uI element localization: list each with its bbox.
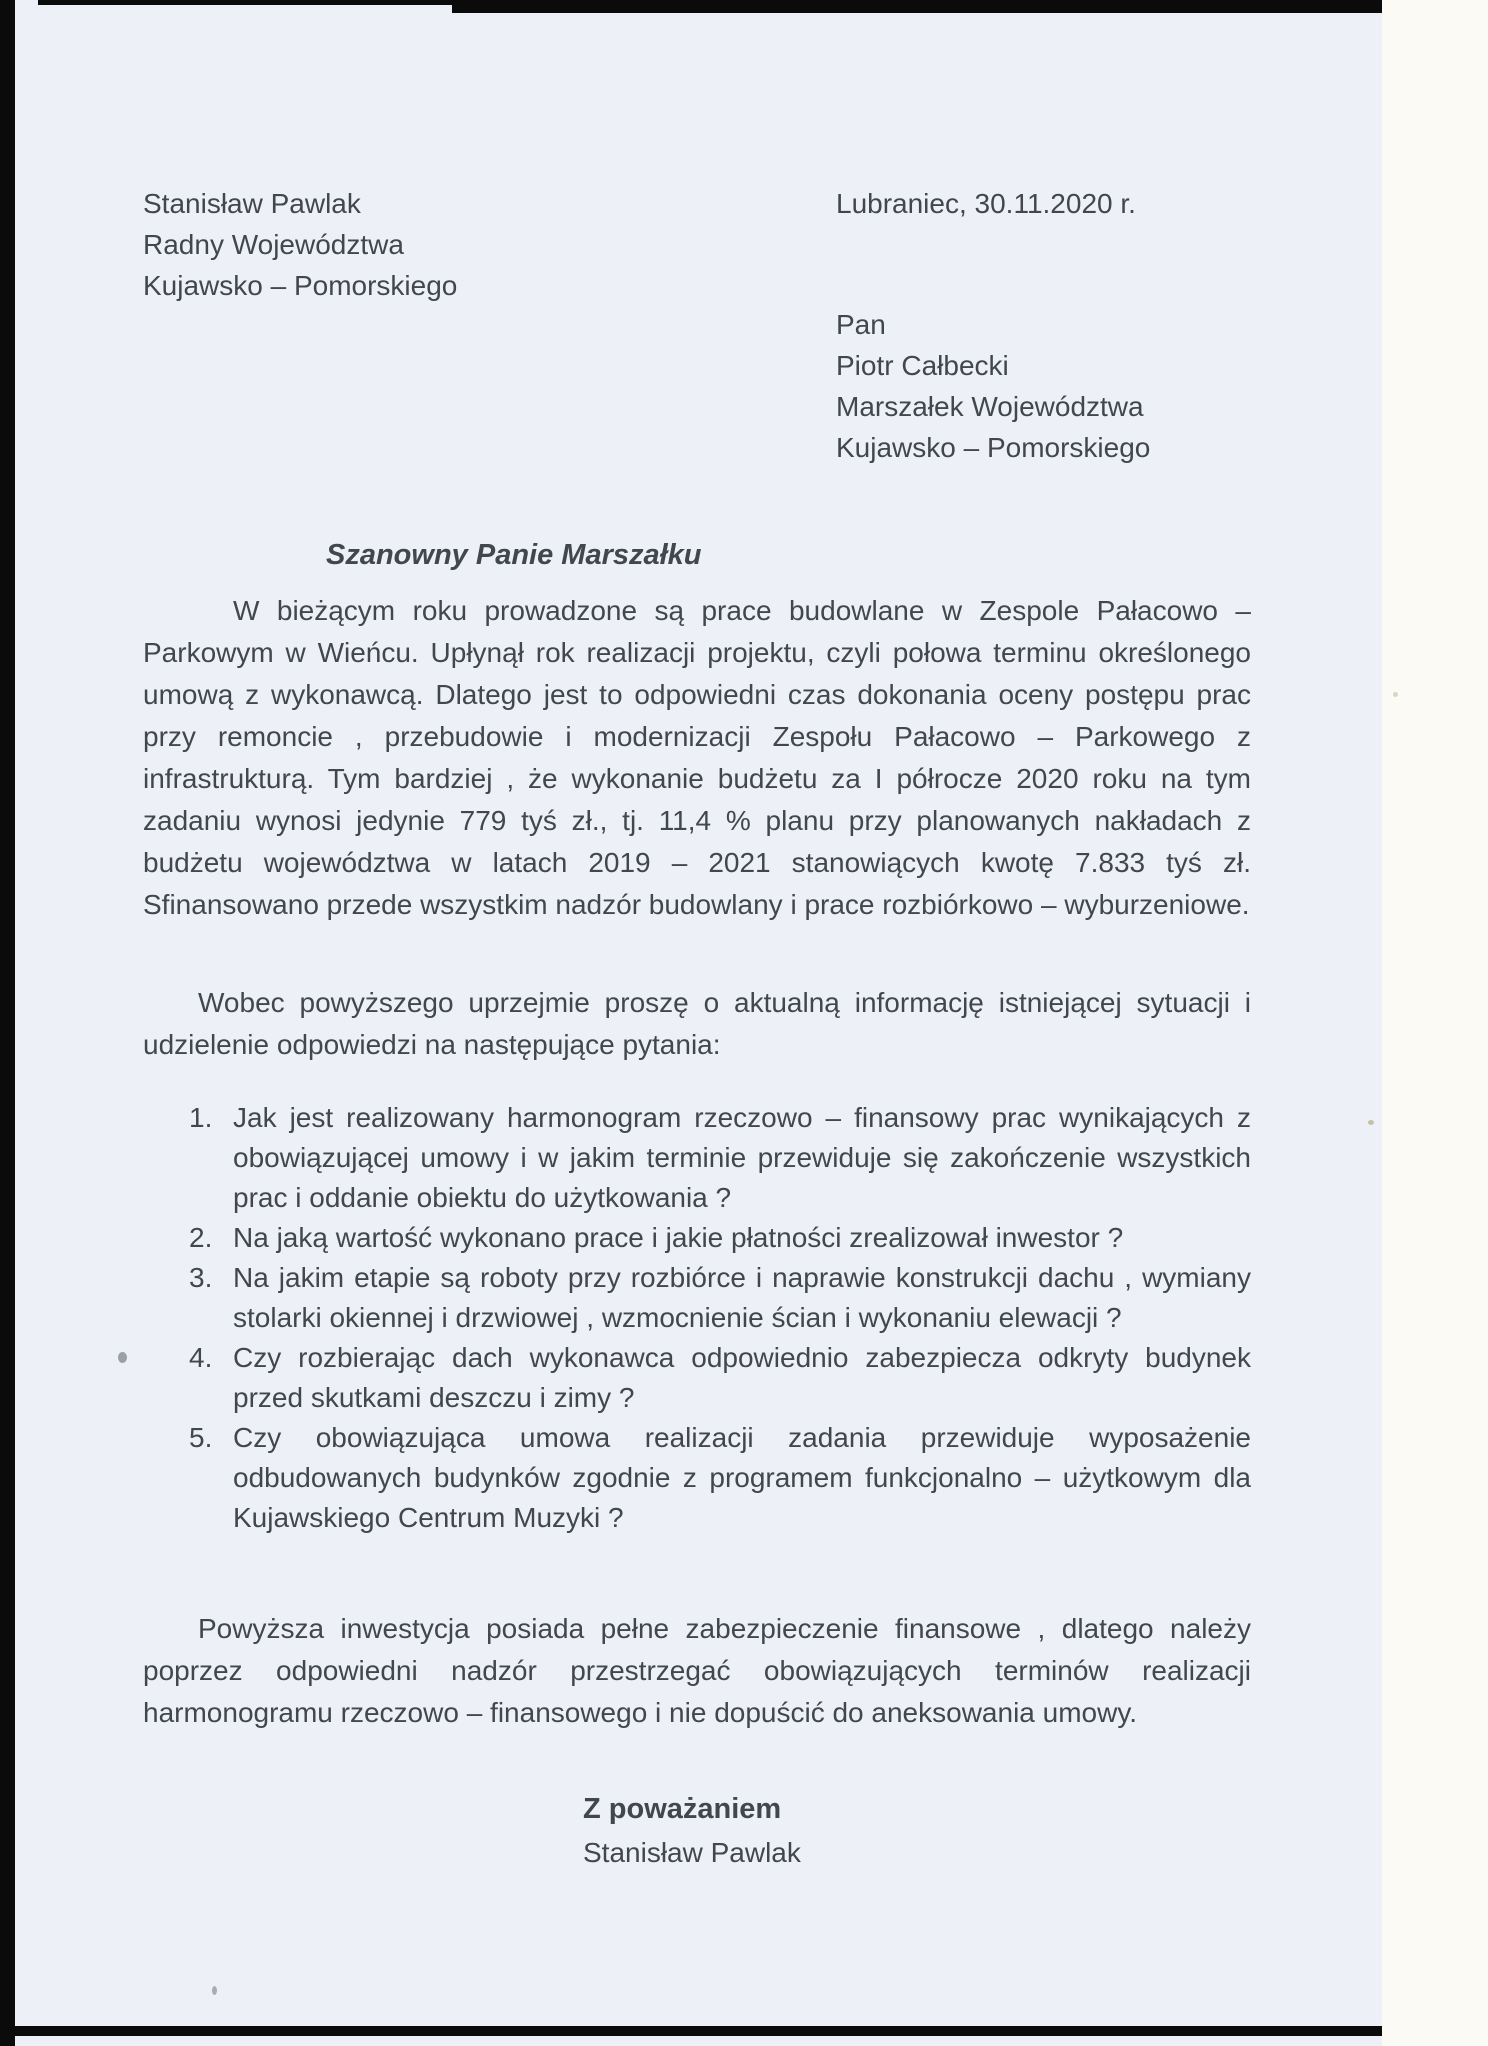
sender-block — [143, 183, 457, 306]
salutation: Szanowny Panie Marszałku — [326, 539, 702, 571]
sender-region: Kujawsko – Pomorskiego — [143, 270, 458, 301]
recipient-name: Piotr Całbecki — [836, 350, 1009, 381]
question-item — [143, 1258, 1251, 1338]
intro-paragraph: W bieżącym roku prowadzone są prace budowlane w Zespole Pałacowo – Parkowym w Wieńcu. Upłynął rok realizacji projektu, czyli połowa terminu określonego umową z wykonawcą. Dlatego jest to odpowiedni czas dokonania oceny postępu prac przy remoncie , przebudowie i modernizacji Zespołu Pałacowo – Parkowego z infrastrukturą. Tym bardziej , że wykonanie budżetu za I półrocze 2020 roku na tym zadaniu wynosi jedynie 779 tyś zł., tj. 11,4 % planu przy planowanych nakładach z budżetu województwa w latach 2019 – 2021 stanowiących kwotę 7.833 tyś zł. Sfinansowano przede wszystkim nadzór budowlany i prace rozbiórkowo – wyburzeniowe. — [143, 595, 1251, 920]
scan-border-bottom — [15, 2026, 1461, 2036]
question-number: 2. — [189, 1222, 213, 1253]
question-item — [143, 1418, 1251, 1538]
scan-speck — [1393, 692, 1398, 697]
scan-border-top-thick — [452, 0, 1446, 13]
questions-list — [143, 1098, 1251, 1538]
question-text: Czy obowiązująca umowa realizacji zadania przewiduje wyposażenie odbudowanych budynków zgodnie z programem funkcjonalno – użytkowym dla Kujawskiego Centrum Muzyki ? — [233, 1422, 1251, 1533]
recipient-title: Marszałek Województwa — [836, 391, 1144, 422]
scan-edge-strip — [1382, 0, 1488, 2046]
scan-speck — [118, 1352, 127, 1363]
question-text: Na jakim etapie są roboty przy rozbiórce i naprawie konstrukcji dachu , wymiany stolarki okiennej i drzwiowej , wzmocnienie ścian i wykonaniu elewacji ? — [233, 1262, 1251, 1333]
question-number: 5. — [189, 1422, 213, 1453]
question-text: Jak jest realizowany harmonogram rzeczowo – finansowy prac wynikających z obowiązującej umowy i w jakim terminie przewiduje się zakończenie wszystkich prac i oddanie obiektu do użytkowania ? — [233, 1102, 1251, 1213]
question-item — [143, 1338, 1251, 1418]
scan-speck — [212, 1986, 217, 1995]
signoff: Z poważaniem — [583, 1793, 782, 1825]
question-number: 1. — [189, 1102, 213, 1133]
question-number: 4. — [189, 1342, 213, 1373]
scan-speck — [1368, 1120, 1374, 1125]
recipient-honorific: Pan — [836, 309, 886, 340]
recipient-block — [836, 304, 1150, 468]
request-paragraph: Wobec powyższego uprzejmie proszę o aktualną informację istniejącej sytuacji i udzielenie odpowiedzi na następujące pytania: — [143, 987, 1251, 1060]
signature-name: Stanisław Pawlak — [583, 1837, 801, 1868]
scan-border-left — [0, 0, 15, 2046]
question-text: Na jaką wartość wykonano prace i jakie płatności zrealizował inwestor ? — [233, 1222, 1124, 1253]
closing-paragraph: Powyższa inwestycja posiada pełne zabezpieczenie finansowe , dlatego należy poprzez odpowiedni nadzór przestrzegać obowiązujących terminów realizacji harmonogramu rzeczowo – finansowego i nie dopuścić do aneksowania umowy. — [143, 1613, 1251, 1728]
sender-name: Stanisław Pawlak — [143, 188, 361, 219]
sender-title: Radny Województwa — [143, 229, 404, 260]
question-number: 3. — [189, 1262, 213, 1293]
question-item — [143, 1218, 1251, 1258]
question-text: Czy rozbierając dach wykonawca odpowiednio zabezpiecza odkryty budynek przed skutkami deszczu i zimy ? — [233, 1342, 1251, 1413]
question-item — [143, 1098, 1251, 1218]
recipient-region: Kujawsko – Pomorskiego — [836, 432, 1151, 463]
dateline: Lubraniec, 30.11.2020 r. — [836, 188, 1136, 219]
